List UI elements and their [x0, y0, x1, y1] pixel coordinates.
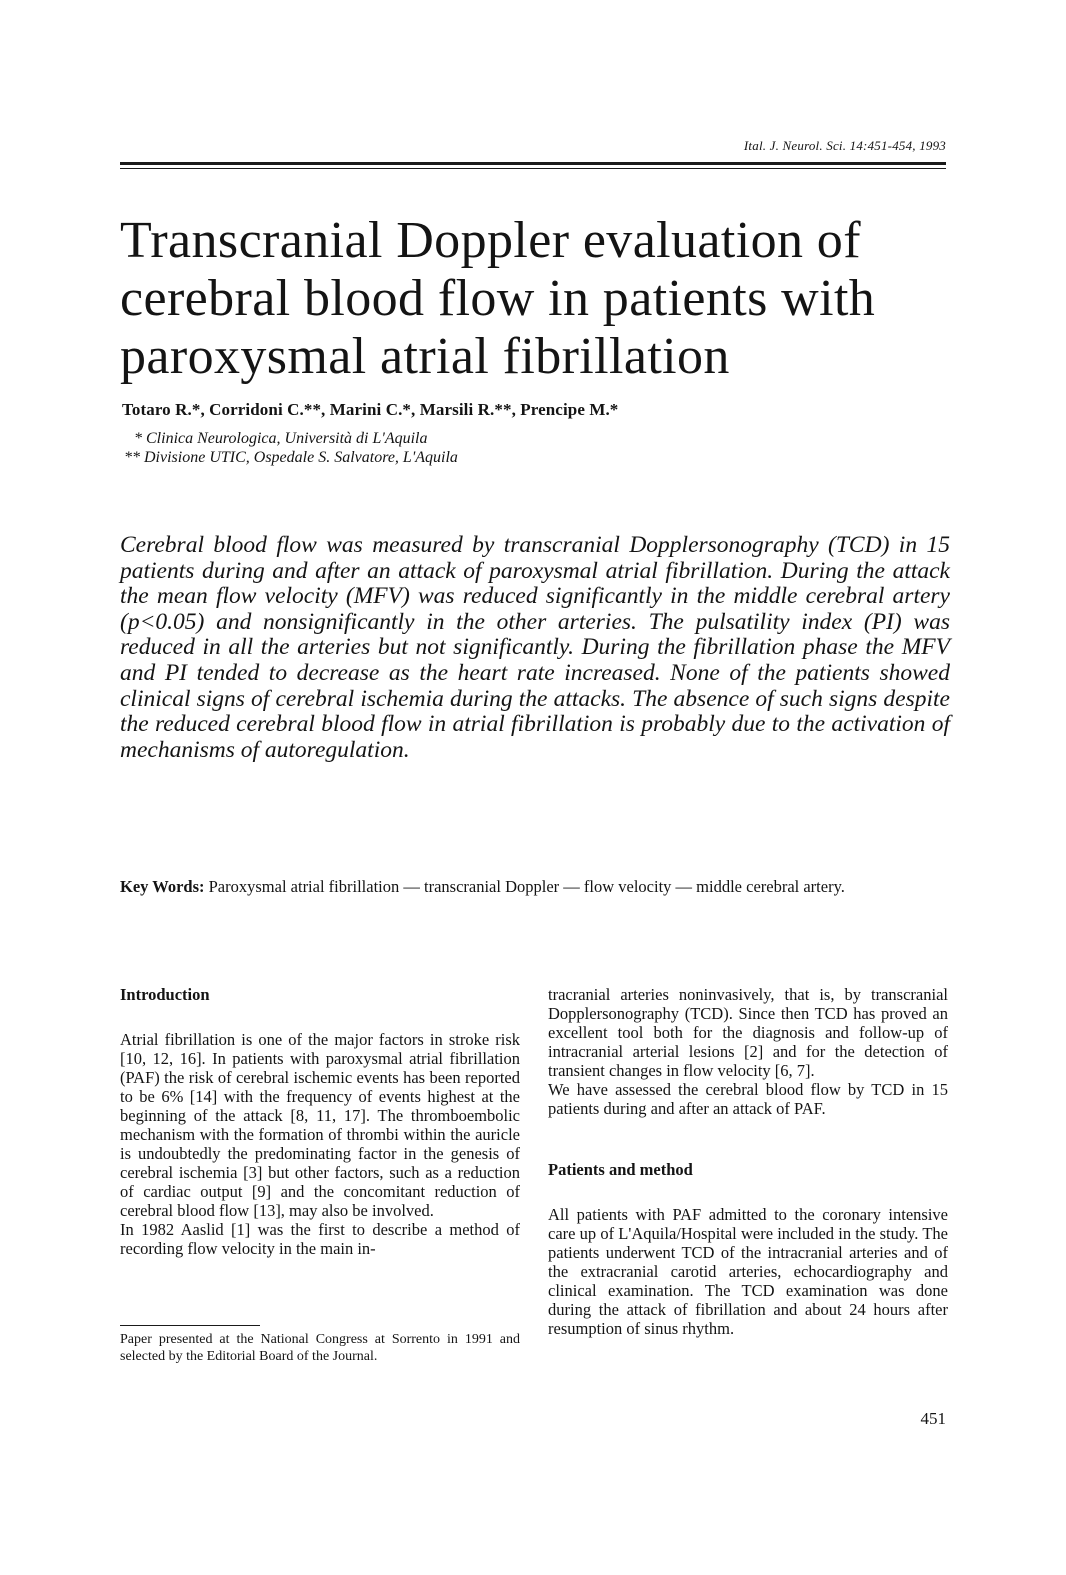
journal-reference: Ital. J. Neurol. Sci. 14:451-454, 1993 — [743, 138, 946, 153]
keywords-label: Key Words: — [120, 877, 205, 896]
intro-paragraph-3: We have assessed the cerebral blood flow by TCD in 15 patients during and after an attack of PAF. — [548, 1080, 948, 1118]
keywords — [120, 877, 946, 897]
methods-paragraph-1: All patients with PAF admitted to the coronary intensive care up of L'Aquila/Hospital were included in the study. The patients underwent TCD of the intracranial arteries and of the extracranial carotid arteries, echocardiography and clinical examination. The TCD examination was done during the attack of fibrillation and about 24 hours after resumption of sinus rhythm. — [548, 1205, 948, 1338]
intro-paragraph-1: Atrial fibrillation is one of the major factors in stroke risk [10, 12, 16]. In patients with paroxysmal atrial fibrillation (PAF) the risk of cerebral ischemic events has been reported to be 6% [14] with the frequency of events highest at the beginning of the attack [8, 11, 17]. The thromboembolic mechanism with the formation of thrombi within the auricle is undoubtedly the predominating factor in the genesis of cerebral ischemia [3] but other factors, such as a reduction of cardiac output [9] and the concomitant reduction of cerebral blood flow [13], may also be involved. — [120, 1030, 520, 1220]
intro-paragraph-2-continued: tracranial arteries noninvasively, that is, by transcranial Dopplersonography (TCD). Since then TCD has proved an excellent tool both for the diagnosis and follow-up of intracranial arterial lesions [2] and for the detection of transient changes in flow velocity [6, 7]. — [548, 985, 948, 1080]
footnote: Paper presented at the National Congress at Sorrento in 1991 and selected by the Editorial Board of the Journal. — [120, 1332, 520, 1364]
abstract: Cerebral blood flow was measured by transcranial Dopplersonography (TCD) in 15 patients during and after an attack of paroxysmal atrial fibrillation. During the attack the mean flow velocity (MFV) was reduced significantly in the middle cerebral artery (p<0.05) and nonsignificantly in the other arteries. The pulsatility index (PI) was reduced in all the arteries but not significantly. During the fibrillation phase the MFV and PI tended to decrease as the heart rate increased. None of the patients showed clinical signs of cerebral ischemia during the attacks. The absence of such signs despite the reduced cerebral blood flow in atrial fibrillation is probably due to the activation of mechanisms of autoregulation. — [120, 532, 950, 763]
affiliation-2: ** Divisione UTIC, Ospedale S. Salvatore, L'Aquila — [124, 449, 458, 466]
right-column — [548, 985, 948, 1338]
intro-paragraph-2-start: In 1982 Aaslid [1] was the first to describe a method of recording flow velocity in the main in- — [120, 1220, 520, 1258]
header-rule-thick — [120, 162, 946, 165]
section-spacer — [548, 1118, 948, 1160]
author-list: Totaro R.*, Corridoni C.**, Marini C.*, Marsili R.**, Prencipe M.* — [122, 400, 619, 419]
left-column — [120, 985, 520, 1258]
article-title: Transcranial Doppler evaluation of cerebral blood flow in patients with paroxysmal atrial fibrillation — [120, 212, 876, 385]
header-rule-thin — [120, 168, 946, 169]
introduction-heading: Introduction — [120, 985, 210, 1004]
keywords-text: Paroxysmal atrial fibrillation — transcranial Doppler — flow velocity — middle cerebral artery. — [208, 877, 845, 896]
page-number: 451 — [920, 1409, 946, 1428]
affiliation-1: * Clinica Neurologica, Università di L'Aquila — [134, 430, 428, 447]
methods-heading: Patients and method — [548, 1160, 693, 1179]
footnote-rule — [120, 1325, 260, 1326]
